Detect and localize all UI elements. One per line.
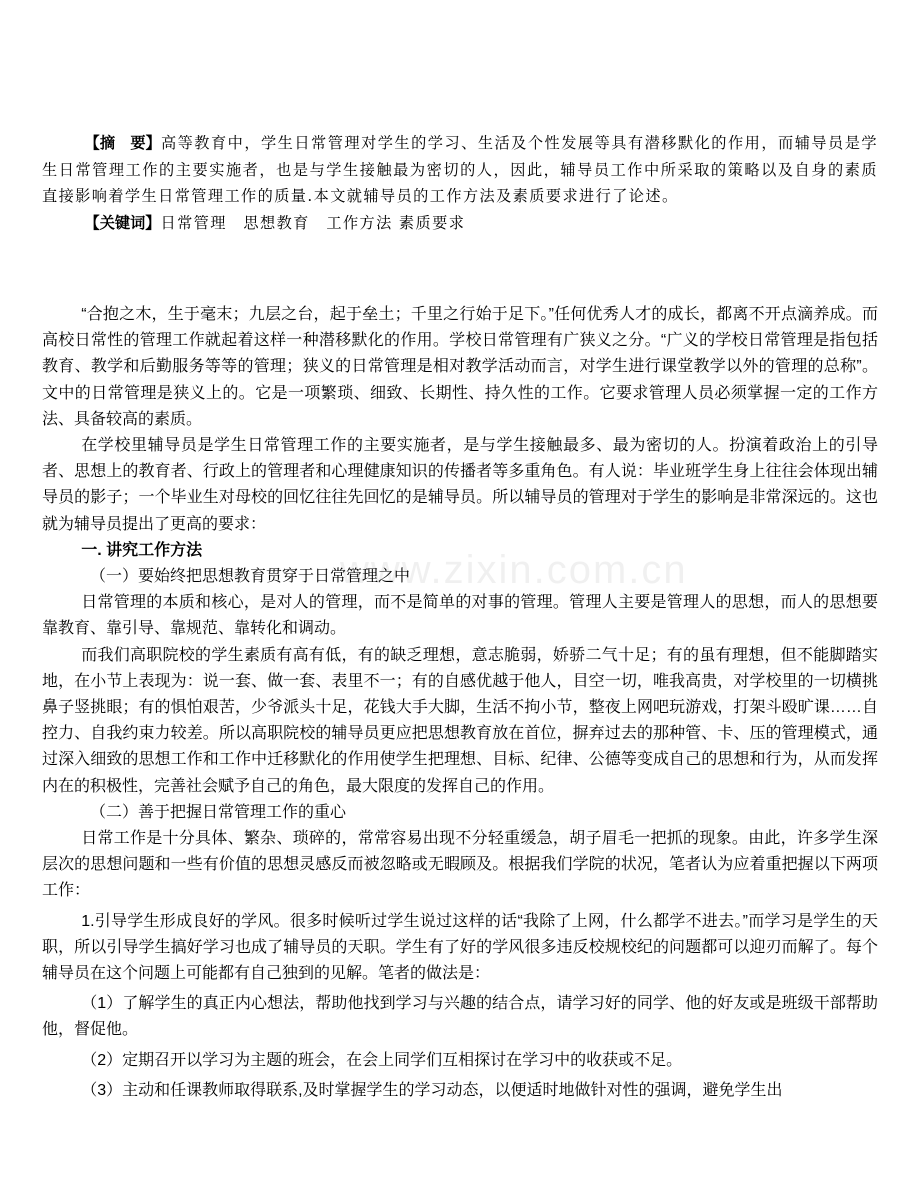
abstract-label: 【摘 要】 bbox=[84, 134, 161, 152]
subheading-ideological-education: （一）要始终把思想教育贯穿于日常管理之中 bbox=[90, 568, 411, 586]
paragraph-student-quality: 而我们高职院校的学生素质有高有低，有的缺乏理想，意志脆弱，娇骄二气十足；有的虽有理想，但不能脚踏实地，在小节上表现为：说一套、做一套、表里不一；有的自感优越于他人，目空一切，唯我高贵，对学校里的一切横挑鼻子竖挑眼；有的惧怕艰苦，少爷派头十足，花钱大手大脚，生活不拘小节，整夜上网吧玩游戏，打架斗殴旷课……自控力、自我约束力较差。所以高职院校的辅导员更应把思想教育放在首位，摒弃过去的那种管、卡、压的管理模式，通过深入细致的思想工作和工作中迁移默化的作用使学生把理想、目标、纪律、公德等变成自己的思想和行为，从而发挥内在的积极性，完善社会赋予自己的角色，最大限度的发挥自己的作用。 bbox=[42, 646, 878, 795]
keywords-paragraph bbox=[42, 210, 878, 237]
keywords-label: 【关键词】 bbox=[84, 213, 161, 232]
subheading-management-focus: （二）善于把握日常管理工作的重心 bbox=[90, 803, 347, 821]
paragraph-intro-quote: “合抱之木，生于毫末；九层之台，起于垒土；千里之行始于足下。”任何优秀人才的成长，都离不开点滴养成。而高校日常性的管理工作就起着这样一种潜移默化的作用。学校日常管理有广狭义之分。“广义的学校日常管理是指包括教育、教学和后勤服务等等的管理；狭义的日常管理是相对教学活动而言，对学生进行课堂教学以外的管理的总称”。文中的日常管理是狭义上的。它是一项繁琐、细致、长期性、持久性的工作。它要求管理人员必须掌握一定的工作方法、具备较高的素质。 bbox=[42, 306, 878, 428]
keywords-text: 日常管理 思想教育 工作方法 素质要求 bbox=[160, 213, 466, 232]
document-page bbox=[42, 130, 878, 1104]
list-item-contact-teachers: （3）主动和任课教师取得联系,及时掌握学生的学习动态，以便适时地做针对性的强调，避免学生出 bbox=[81, 1081, 783, 1099]
list-item-understand-students: （1）了解学生的真正内心想法，帮助他找到学习与兴趣的结合点，请学习好的同学、他的好友或是班级干部帮助他，督促他。 bbox=[42, 995, 878, 1039]
abstract-paragraph bbox=[42, 130, 878, 210]
paragraph-study-style: 1.引导学生形成良好的学风。很多时候听过学生说过这样的话“我除了上网，什么都学不进去。”而学习是学生的天职，所以引导学生搞好学习也成了辅导员的天职。学生有了好的学风很多违反校规校纪的问题都可以迎刃而解了。每个辅导员在这个问题上可能都有自己独到的见解。笔者的做法是： bbox=[42, 912, 878, 983]
abstract-text: 高等教育中，学生日常管理对学生的学习、生活及个性发展等具有潜移默化的作用，而辅导员是学生日常管理工作的主要实施者，也是与学生接触最为密切的人，因此，辅导员工作中所采取的策略以及自身的素质直接影响着学生日常管理工作的质量.本文就辅导员的工作方法及素质要求进行了论述。 bbox=[42, 134, 878, 205]
list-item-class-meetings: （2）定期召开以学习为主题的班会，在会上同学们互相探讨在学习中的收获或不足。 bbox=[81, 1051, 683, 1069]
watermark: www.zixin.com.cn bbox=[340, 548, 688, 592]
abstract-section bbox=[42, 130, 878, 236]
body-section bbox=[42, 302, 878, 1104]
heading-work-methods: 一. 讲究工作方法 bbox=[81, 541, 203, 559]
paragraph-daily-work: 日常工作是十分具体、繁杂、琐碎的，常常容易出现不分轻重缓急，胡子眉毛一把抓的现象。由此，许多学生深层次的思想问题和一些有价值的思想灵感反而被忽略或无暇顾及。根据我们学院的状况，笔者认为应着重把握以下两项工作： bbox=[42, 830, 878, 900]
paragraph-management-essence: 日常管理的本质和核心，是对人的管理，而不是简单的对事的管理。管理人主要是管理人的思想，而人的思想要靠教育、靠引导、靠规范、靠转化和调动。 bbox=[42, 594, 878, 638]
paragraph-counselor-role: 在学校里辅导员是学生日常管理工作的主要实施者，是与学生接触最多、最为密切的人。扮演着政治上的引导者、思想上的教育者、行政上的管理者和心理健康知识的传播者等多重角色。有人说：毕业班学生身上往往会体现出辅导员的影子；一个毕业生对母校的回忆往往先回忆的是辅导员。所以辅导员的管理对于学生的影响是非常深远的。这也就为辅导员提出了更高的要求： bbox=[42, 437, 878, 533]
